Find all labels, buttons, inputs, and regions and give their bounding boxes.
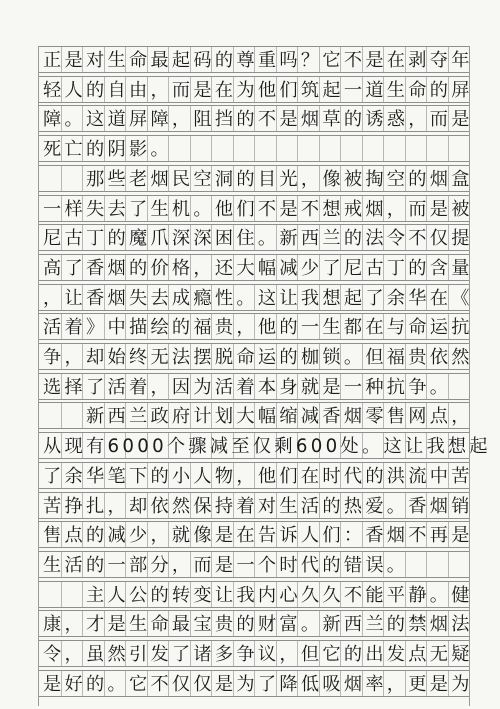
essay-line	[39, 195, 473, 222]
line-text: 主人公的转变让我内心久久不能平静。健	[43, 584, 473, 606]
grid-cell-divider	[319, 136, 320, 161]
grid-cell-divider	[426, 552, 427, 577]
grid-cell-divider	[426, 136, 427, 161]
line-text: 争，却始终无法摆脱命运的枷锁。但福贵依然	[43, 347, 473, 368]
line-text: 轻人的自由，而是在为他们筑起一道生命的屏	[43, 79, 473, 101]
grid-cell-divider	[276, 136, 277, 161]
grid-cell-divider	[383, 136, 384, 161]
grid-cell-divider	[211, 136, 212, 161]
grid-cell-divider	[340, 136, 341, 161]
essay-line	[39, 224, 473, 251]
line-text: 苦挣扎，却依然保持着对生活的热爱。香烟销	[43, 495, 473, 517]
line-text: 那些老烟民空洞的目光，像被掏空的烟盒	[43, 168, 473, 190]
essay-line	[39, 46, 473, 73]
line-text: 尼古丁的魔爪深深困住。新西兰的法令不仅提	[43, 228, 473, 250]
grid-cell-divider	[405, 136, 406, 161]
essay-line	[39, 670, 473, 697]
line-text: 了余华笔下的小人物，他们在时代的洪流中苦	[43, 465, 473, 487]
essay-line	[39, 373, 469, 400]
grid-cell-divider	[448, 136, 449, 161]
essay-line	[39, 432, 491, 459]
grid-cell-divider	[297, 136, 298, 161]
line-text: 生活的一部分，而是一个时代的错误。	[43, 554, 409, 576]
line-text: 障。这道屏障，阻挡的不是烟草的诱惑，而是	[43, 109, 473, 131]
line-text: 高了香烟的价格，还大幅减少了尼古丁的含量	[43, 257, 473, 279]
essay-line	[39, 640, 473, 667]
essay-line	[39, 76, 473, 103]
essay-line	[39, 402, 473, 429]
essay-line	[39, 492, 473, 519]
grid-cell-divider	[448, 552, 449, 577]
line-text: 从现有6000个骤减至仅剩600处。这让我想起	[43, 436, 491, 458]
essay-line	[39, 610, 473, 637]
essay-line	[39, 313, 473, 340]
grid-cell-divider	[233, 136, 234, 161]
line-text: 令，虽然引发了诸多争议，但它的出发点无疑	[43, 644, 473, 665]
essay-line	[39, 551, 469, 578]
line-text: 康，才是生命最宝贵的财富。新西兰的禁烟法	[43, 614, 473, 636]
writing-grid	[38, 46, 491, 706]
line-text: 新西兰政府计划大幅缩减香烟零售网点，	[43, 406, 473, 428]
essay-line	[39, 254, 473, 281]
essay-line	[39, 343, 473, 370]
line-text: 选择了活着，因为活着本身就是一种抗争。	[43, 376, 452, 398]
line-text: 活着》中描绘的福贵，他的一生都在与命运抗	[43, 317, 473, 339]
essay-line	[39, 135, 469, 162]
essay-line	[39, 105, 473, 132]
line-text: 是好的。它不仅仅是为了降低吸烟率，更是为	[43, 673, 473, 695]
essay-line	[39, 462, 473, 489]
grid-cell-divider	[190, 136, 191, 161]
essay-line	[39, 284, 473, 311]
line-text: ，让香烟失去成瘾性。这让我想起了余华在《	[43, 287, 473, 309]
essay-line	[39, 581, 473, 608]
line-text: 售点的减少，就像是在告诉人们：香烟不再是	[43, 525, 473, 547]
essay-line	[39, 521, 473, 548]
line-text: 正是对生命最起码的尊重吗？它不是在剥夺年	[43, 50, 473, 71]
essay-line	[39, 165, 473, 192]
line-text: 死亡的阴影。	[43, 139, 172, 161]
grid-cell-divider	[362, 136, 363, 161]
line-text: 一样失去了生机。他们不是不想戒烟，而是被	[43, 198, 473, 220]
grid-cell-divider	[254, 136, 255, 161]
